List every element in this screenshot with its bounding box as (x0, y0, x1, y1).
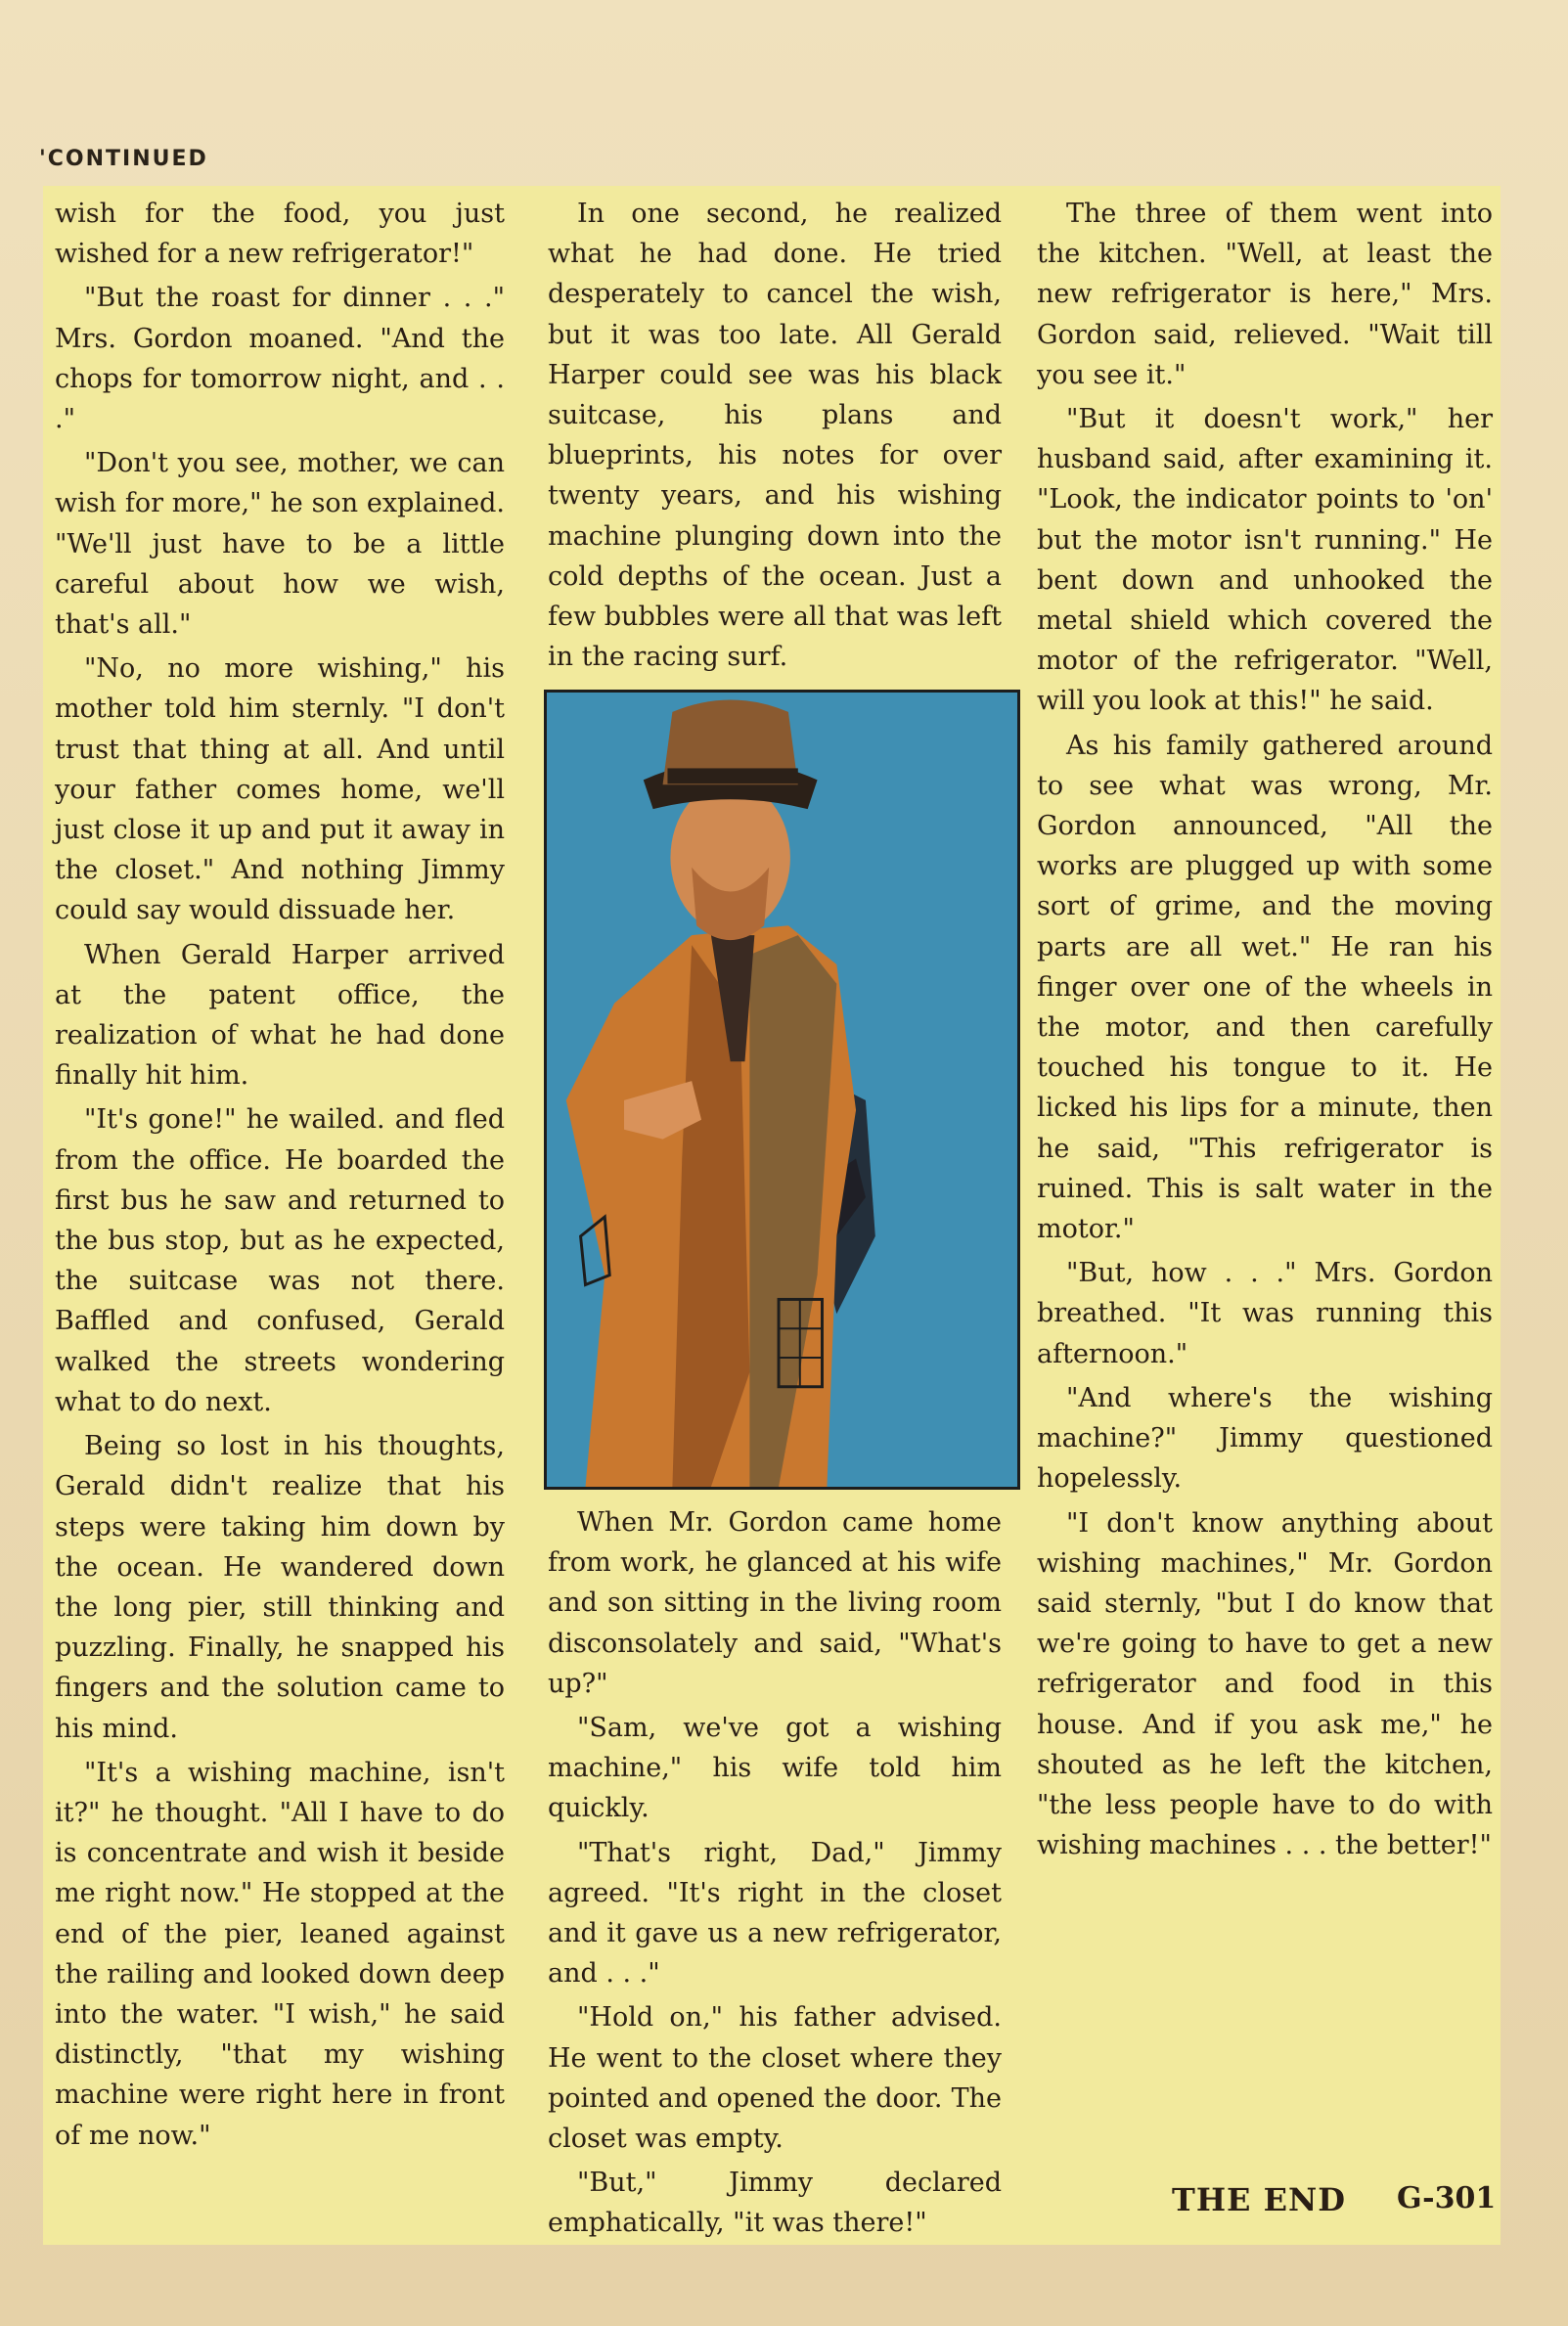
paragraph: "And where's the wishing machine?" Jimmy questioned hopelessly. (1037, 1382, 1493, 1495)
text-column-3 (1037, 194, 1493, 1869)
paragraph: "But, how . . ." Mrs. Gordon breathed. "It was running this afternoon." (1037, 1258, 1493, 1369)
paragraph: When Mr. Gordon came home from work, he glanced at his wife and son sitting in the living room disconsolately and said, "What's up?" (548, 1507, 1002, 1699)
paragraph: "Hold on," his father advised. He went to the closet where they pointed and opened the door. The closet was empty. (548, 2002, 1002, 2155)
paragraph: When Gerald Harper arrived at the patent office, the realization of what he had done finally hit him. (55, 939, 505, 1092)
text-column-2-bottom (548, 1502, 1002, 2248)
paragraph: The three of them went into the kitchen. "Well, at least the new refrigerator is here," Mrs. Gordon said, relieved. "Wait till you see it." (1037, 199, 1493, 390)
text-column-2-top (548, 194, 1002, 681)
paragraph: "But it doesn't work," her husband said, after examining it. "Look, the indicator points to 'on' but the motor isn't running." He bent down and unhooked the metal shield which covered the motor of the refrigerator. "Well, will you look at this!" he said. (1037, 404, 1493, 717)
paragraph: "Sam, we've got a wishing machine," his wife told him quickly. (548, 1713, 1002, 1824)
text-column-1 (55, 194, 505, 2160)
paragraph: wish for the food, you just wished for a new refrigerator!" (55, 199, 505, 270)
page-code: G-301 (1397, 2181, 1497, 2215)
paragraph: "But the roast for dinner . . ." Mrs. Gordon moaned. "And the chops for tomorrow night, and . . ." (55, 283, 505, 435)
paragraph: As his family gathered around to see what was wrong, Mr. Gordon announced, "All the works are plugged up with some sort of grime, and the moving parts are all wet." He ran his finger over one of the wheels in the motor, and then carefully touched his tongue to it. He licked his lips for a minute, then he said, "This refrigerator is ruined. This is salt water in the motor." (1037, 730, 1493, 1245)
paragraph: "Don't you see, mother, we can wish for more," he son explained. "We'll just have to be a little careful about how we wish, that's all." (55, 448, 505, 641)
comic-illustration-man-in-trench-coat (544, 690, 1020, 1490)
illustration-svg (547, 693, 1017, 1487)
paragraph: "It's a wishing machine, isn't it?" he thought. "All I have to do is concentrate and wish it beside me right now." He stopped at the end of the pier, leaned against the railing and looked down deep into the water. "I wish," he said distinctly, "that my wishing machine were right here in front of me now." (55, 1757, 505, 2151)
paragraph: "It's gone!" he wailed. and fled from the office. He boarded the first bus he saw and returned to the bus stop, but as he expected, the suitcase was not there. Baffled and confused, Gerald walked the streets wondering what to do next. (55, 1104, 505, 1417)
paragraph: In one second, he realized what he had done. He tried desperately to cancel the wish, but it was too late. All Gerald Harper could see was his black suitcase, his plans and blueprints, his notes for over twenty years, and his wishing machine plunging down into the cold depths of the ocean. Just a few bubbles were all that was left in the racing surf. (548, 199, 1002, 673)
paragraph: "No, no more wishing," his mother told him sternly. "I don't trust that thing at all. And until your father comes home, we'll just close it up and put it away in the closet." And nothing Jimmy could say would dissuade her. (55, 653, 505, 926)
paragraph: "I don't know anything about wishing machines," Mr. Gordon said sternly, "but I do know that we're going to have to get a new refrigerator and food in this house. And if you ask me," he shouted as he left the kitchen, "the less people have to do with wishing machines . . . the better!" (1037, 1507, 1493, 1861)
paragraph: Being so lost in his thoughts, Gerald didn't realize that his steps were taking him down by the ocean. He wandered down the long pier, still thinking and puzzling. Finally, he snapped his fingers and the solution came to his mind. (55, 1431, 505, 1744)
continued-header: 'CONTINUED (39, 147, 208, 171)
paragraph: "But," Jimmy declared emphatically, "it was there!" (548, 2168, 1002, 2239)
paragraph: "That's right, Dad," Jimmy agreed. "It's right in the closet and it gave us a new refrigerator, and . . ." (548, 1837, 1002, 1990)
the-end-label: THE END (1172, 2181, 1346, 2218)
